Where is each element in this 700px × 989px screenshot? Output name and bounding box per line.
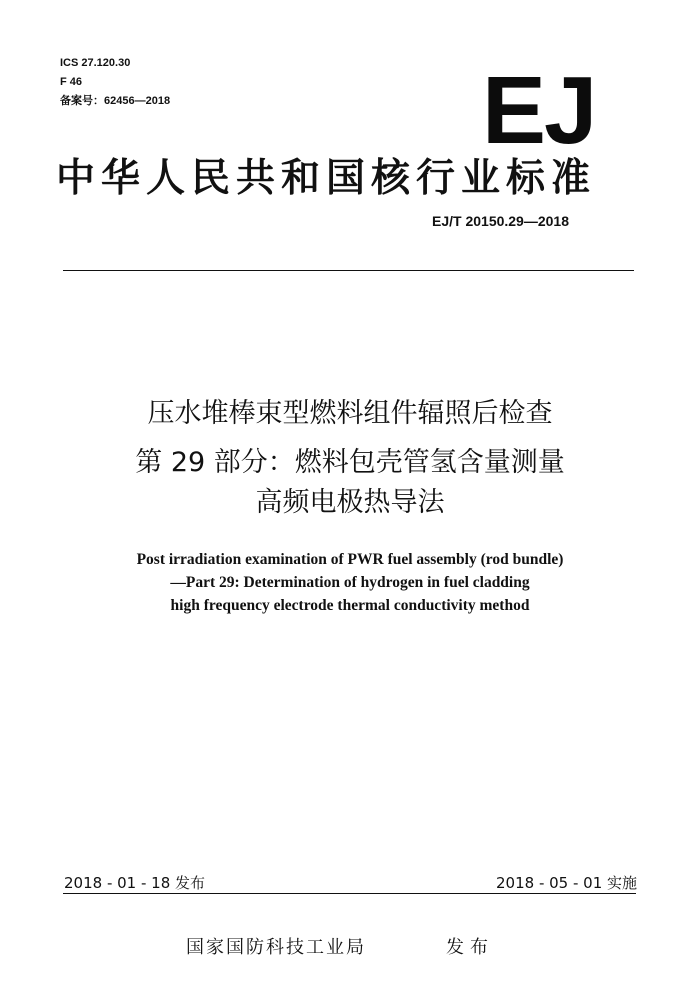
standard-number: EJ/T 20150.29—2018 [432,213,569,229]
cn-title-line-3: 高频电极热导法 [255,487,445,518]
issuing-authority: 国家国防科技工业局 [186,937,366,958]
en-title-line-2: —Part 29: Determination of hydrogen in fuel cladding [170,574,530,591]
ej-logo: EJ [482,57,596,164]
standard-category-title: 中华人民共和国核行业标准 [56,156,597,201]
implementation-date: 2018 - 05 - 01 实施 [496,874,638,892]
cn-title-line-1: 压水堆棒束型燃料组件辐照后检查 [147,398,553,429]
issue-label: 发布 [446,937,494,958]
footer-divider [63,893,636,894]
cn-title-line-2: 第 29 部分：燃料包壳管氢含量测量 [135,447,565,478]
header-divider [63,270,634,271]
ccs-code: F 46 [60,76,83,88]
issue-date: 2018 - 01 - 18 发布 [64,874,206,892]
record-number: 备案号：62456—2018 [60,95,171,107]
en-title-line-3: high frequency electrode thermal conductivity method [170,597,530,614]
en-title-line-1: Post irradiation examination of PWR fuel assembly (rod bundle) [136,551,564,568]
ics-code: ICS 27.120.30 [60,57,131,69]
